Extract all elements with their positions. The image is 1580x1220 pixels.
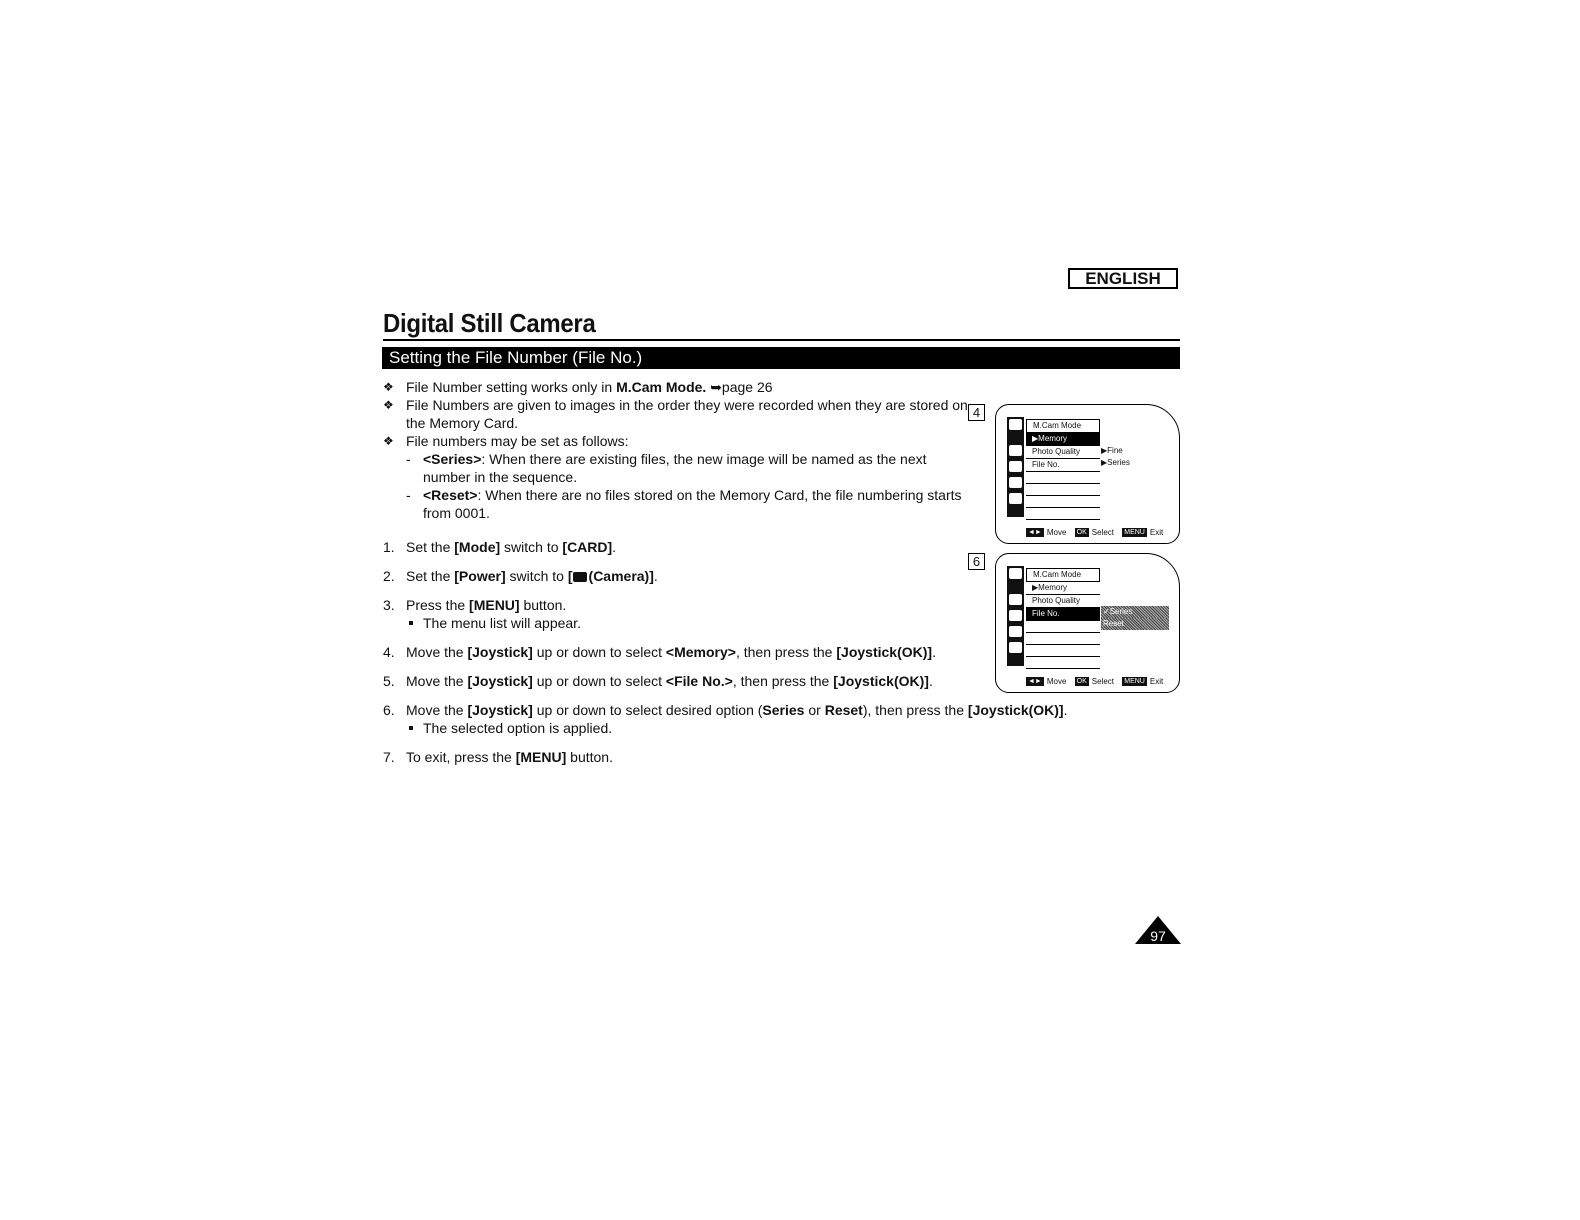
step-item: 4. Move the [Joystick] up or down to select <Memory>, then press the [Joystick(OK)]. [383,644,936,660]
figure-4-tag: 4 [968,404,985,421]
camera-mode-icon [1009,568,1022,579]
note-item: ❖ File Number setting works only in M.Cam Mode. ➥page 26 [383,379,773,395]
step-item: 2. Set the [Power] switch to [ (Camera)]. [383,568,658,584]
menu-icon-column [1007,417,1024,517]
option-series: ✓Series [1101,606,1169,618]
menu-footer: ◄► Move OK Select MENU Exit [1028,676,1164,686]
menu-item: File No. [1026,459,1100,472]
tv-icon [1009,477,1022,488]
step-bullet: The menu list will appear. [406,614,1183,632]
menu-key-icon: MENU [1124,529,1145,536]
option-reset: Reset [1101,618,1169,630]
section-title: Setting the File Number (File No.) [389,348,643,367]
section-bar [382,347,1180,369]
title-rule [383,339,1180,341]
diamond-bullet-icon: ❖ [383,434,394,448]
camera-icon [1009,445,1022,456]
menu-item: Photo Quality [1026,595,1100,608]
joystick-icon: ◄► [1028,678,1042,685]
camera-mode-icon [1009,419,1022,430]
memory-card-icon [1009,610,1022,621]
menu-item: Photo Quality [1026,446,1100,459]
joystick-icon: ◄► [1028,529,1042,536]
settings-gear-icon [1009,493,1022,504]
menu-footer: ◄► Move OK Select MENU Exit [1028,527,1164,537]
diamond-bullet-icon: ❖ [383,398,394,412]
step-item: 6. Move the [Joystick] up or down to select desired option (Series or Reset), then press the [Joystick(OK)]. The selected option is applied. [383,701,1183,737]
step-bullet: The selected option is applied. [406,719,1183,737]
diamond-bullet-icon: ❖ [383,380,394,394]
language-badge: ENGLISH [1068,268,1178,289]
menu-list [1026,419,1100,520]
page-title: Digital Still Camera [383,308,596,338]
menu-list [1026,568,1100,669]
submenu-values: ▶Fine ▶Series [1101,446,1130,467]
step-item: 7. To exit, press the [MENU] button. [383,749,613,765]
notes-list [383,378,973,522]
memory-card-icon [1009,461,1022,472]
sub-note-reset: - <Reset>: When there are no files stored on the Memory Card, the file numbering starts from 0001. [406,487,962,521]
step-item: 3. Press the [MENU] button. The menu list will appear. [383,596,1183,632]
sub-note-series: - <Series>: When there are existing files, the new image will be named as the next number in the sequence. [406,451,927,485]
menu-item: M.Cam Mode [1026,419,1100,433]
step-item: 5. Move the [Joystick] up or down to select <File No.>, then press the [Joystick(OK)]. [383,673,933,689]
camera-icon [1009,594,1022,605]
menu-icon-column [1007,566,1024,666]
figure-6-tag: 6 [968,553,985,570]
menu-screen-6 [995,553,1180,693]
menu-item: ▶Memory [1026,582,1100,595]
menu-item-selected: ▶Memory [1026,433,1100,446]
camera-icon [573,572,587,582]
note-item: ❖ File numbers may be set as follows: [383,433,629,449]
menu-item: M.Cam Mode [1026,568,1100,582]
menu-screen-4 [995,404,1180,544]
menu-item-selected: File No. [1026,608,1100,621]
ok-key-icon: OK [1076,529,1087,536]
ok-key-icon: OK [1076,678,1087,685]
menu-key-icon: MENU [1124,678,1145,685]
page-number: 97 [1150,928,1166,944]
submenu-options [1101,606,1169,630]
settings-gear-icon [1009,642,1022,653]
step-item: 1. Set the [Mode] switch to [CARD]. [383,539,617,555]
note-item: ❖ File Numbers are given to images in the order they were recorded when they are stored on the Memory Card. [383,397,968,431]
tv-icon [1009,626,1022,637]
